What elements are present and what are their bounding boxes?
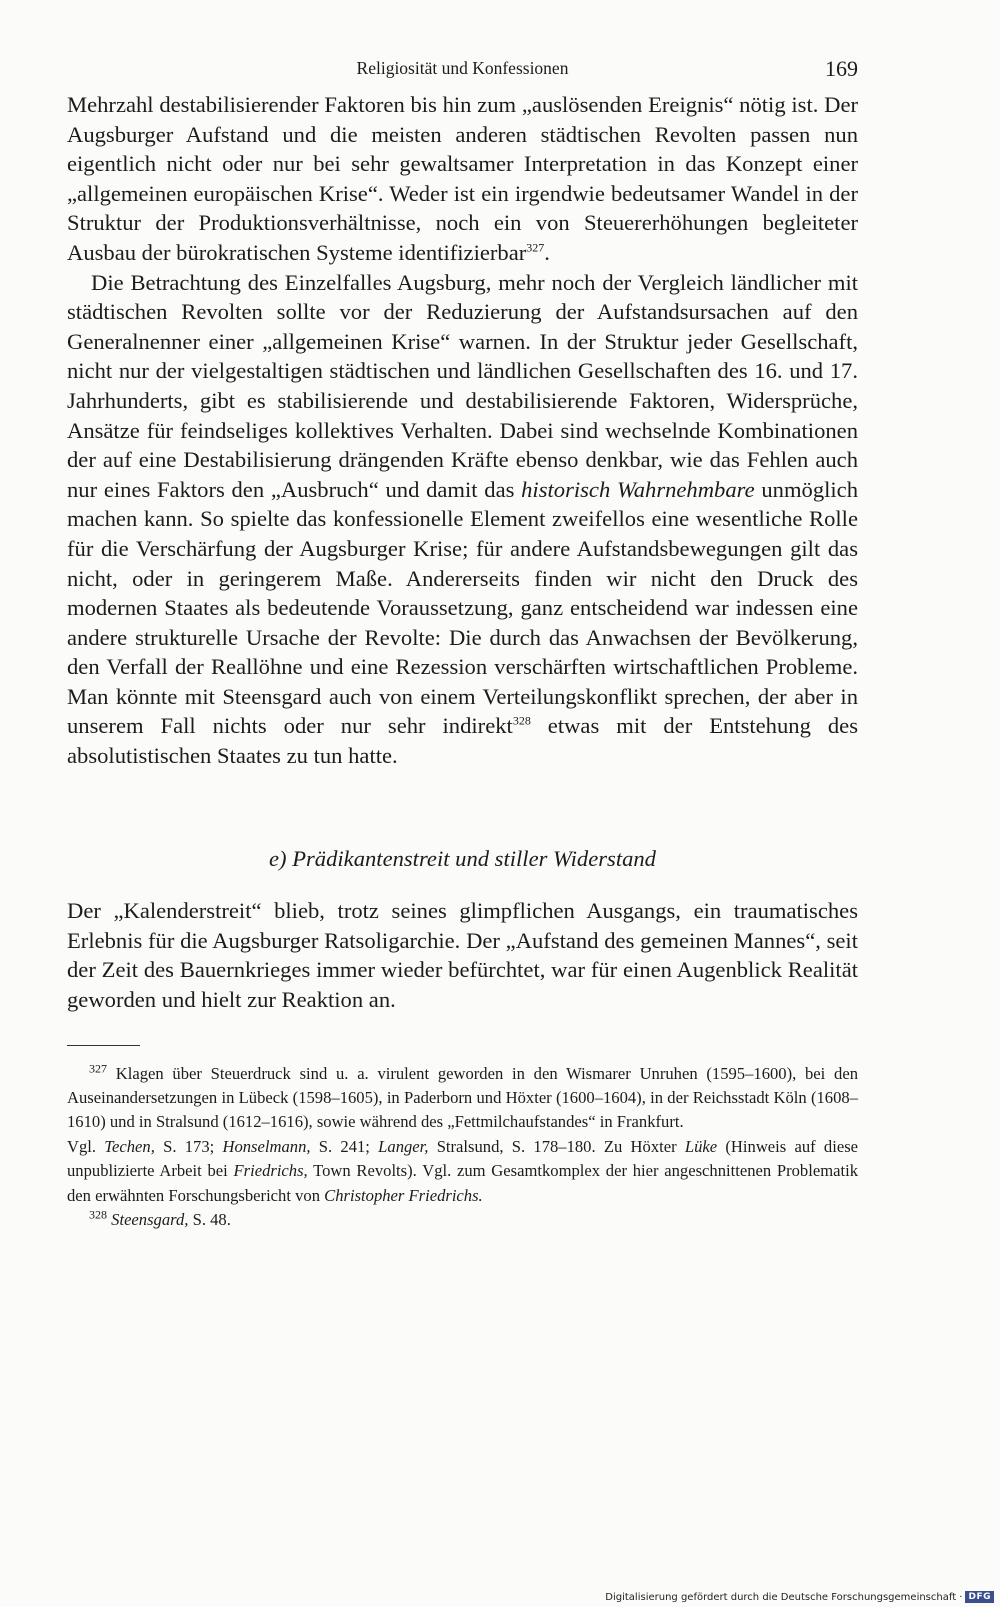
text-run: S. 48. (188, 1210, 231, 1230)
text-run: Stralsund, S. 178–180. Zu Höxter (428, 1136, 685, 1156)
running-head (67, 56, 858, 90)
footnotes (67, 1062, 858, 1233)
text-run: Vgl. (67, 1136, 105, 1156)
text-run: Die Betrachtung des Einzelfalles Augsburg, mehr noch der Vergleich ländlicher mit städtischen Revolten sollte vor der Reduzierung der Aufstandsursachen auf den Generalnenner einer „allgemeinen Krise“ warnen. In der Struktur jeder Gesellschaft, nicht nur der vielgestaltigen städtischen und ländlichen Gesellschaften des 16. und 17. Jahrhunderts, gibt es stabilisierende und destabilisierende Faktoren, Widersprüche, Ansätze für feindseliges kollektives Verhalten. Dabei sind wechselnde Kombinationen der auf eine Destabilisierung drängenden Kräfte ebenso denkbar, wie das Fehlen auch nur eines Faktors den „Ausbruch“ und damit das (67, 269, 858, 502)
italic-text: Lüke (684, 1136, 718, 1156)
dfg-logo: DFG (965, 1591, 994, 1603)
italic-text: Friedrichs, (233, 1161, 308, 1181)
book-page (67, 56, 858, 1232)
italic-text: historisch Wahrnehmbare (521, 476, 755, 502)
credit-text: Digitalisierung gefördert durch die Deutsche Forschungsgemeinschaft · (605, 1591, 963, 1603)
page-number: 169 (825, 56, 858, 81)
footnote-rule (67, 1045, 140, 1046)
text-run: Mehrzahl destabilisierender Faktoren bis hin zum „auslösenden Ereignis“ nötig ist. Der Augsburger Aufstand und die meisten anderen städtischen Revolten passen nun eigentlich nicht oder nur bei sehr gewaltsamer Interpretation in das Konzept einer „allgemeinen europäischen Krise“. Weder ist ein irgendwie bedeutsamer Wandel in der Struktur der Produktionsverhältnisse, noch ein von Steuererhöhungen begleiteter Ausbau der bürokratischen Systeme identifizierbar (67, 92, 858, 265)
text-run: . (544, 239, 550, 265)
paragraph-3 (67, 896, 858, 1014)
footnote-327-continued (67, 1135, 858, 1208)
italic-text: Steensgard, (111, 1210, 189, 1230)
digitization-credit (605, 1591, 994, 1603)
footnote-327 (67, 1062, 858, 1135)
italic-text: Langer, (378, 1136, 429, 1156)
footnote-marker: 327 (89, 1061, 107, 1076)
paragraph-2 (67, 268, 858, 771)
text-run: (Hinweis auf diese unpublizierte Arbeit bei (67, 1136, 859, 1181)
text-run: unmöglich machen kann. So spielte das konfessionelle Element zweifellos eine wesentliche Rolle für die Verschärfung der Augsburger Krise; für andere Aufstandsbewegungen gilt das nicht, oder in geringerem Maße. Andererseits finden wir nicht den Druck des modernen Staates als bedeutende Voraussetzung, ganz entscheidend war indessen eine andere strukturelle Ursache der Revolte: Die durch das Anwachsen der Bevölkerung, den Verfall der Reallöhne und eine Rezession verschärften wirtschaftlichen Probleme. Man könnte mit Steensgard auch von einem Verteilungskonflikt sprechen, der aber in unserem Fall nichts oder nur sehr indirekt (67, 476, 859, 739)
section-heading: e) Prädikantenstreit und stiller Widerstand (269, 845, 656, 871)
footnote-328 (67, 1208, 858, 1232)
text-run: S. 173; (154, 1136, 223, 1156)
italic-text: Honselmann, (222, 1136, 311, 1156)
text-run: Der „Kalenderstreit“ blieb, trotz seines glimpflichen Ausgangs, ein traumatisches Erlebnis für die Augsburger Ratsoligarchie. Der „Aufstand des gemeinen Mannes“, seit der Zeit des Bauernkrieges immer wieder befürchtet, war für einen Augenblick Realität geworden und hielt zur Reaktion an. (67, 898, 858, 1013)
italic-text: Techen, (104, 1136, 155, 1156)
paragraph-1 (67, 90, 858, 268)
text-run: Klagen über Steuerdruck sind u. a. virulent geworden in den Wismarer Unruhen (1595–1600), bei den Auseinandersetzungen in Lübeck (1598–1605), in Paderborn und Höxter (1600–1604), in der Reichsstadt Köln (1608–1610) und in Stralsund (1612–1616), sowie während des „Fettmilchaufstandes“ in Frankfurt. (67, 1063, 858, 1132)
body-text (67, 90, 858, 1015)
running-title: Religiosität und Konfessionen (356, 58, 569, 78)
text-run: etwas mit der Entstehung des absolutistischen Staates zu tun hatte. (67, 713, 858, 769)
footnote-marker: 328 (89, 1207, 107, 1222)
text-run: Town Revolts). Vgl. zum Gesamtkomplex der hier angeschnittenen Problematik den erwähnten Forschungsbericht von (67, 1161, 858, 1205)
footnote-marker: 328 (512, 713, 531, 728)
italic-text: Christopher Friedrichs. (324, 1185, 483, 1205)
text-run: S. 241; (310, 1136, 379, 1156)
footnote-marker: 327 (526, 240, 545, 255)
